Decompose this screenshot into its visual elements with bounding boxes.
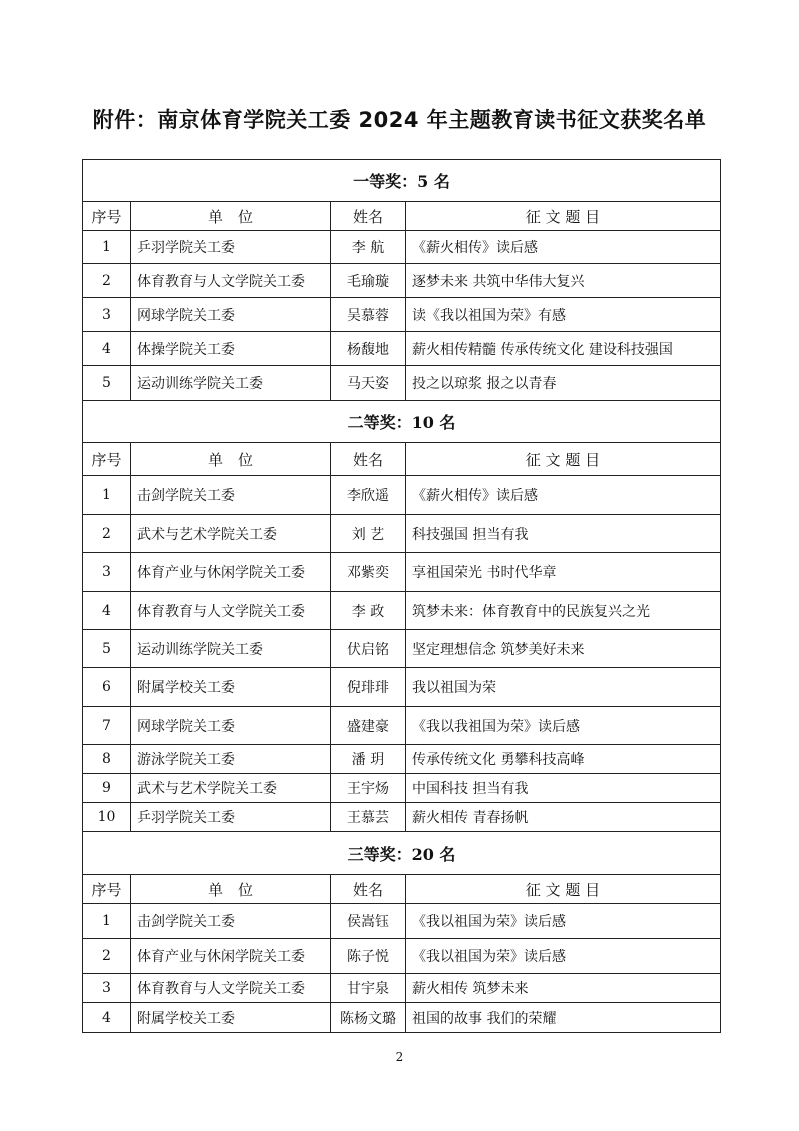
cell-essay-title: 中国科技 担当有我 <box>406 774 721 803</box>
cell-unit: 体育产业与休闲学院关工委 <box>131 553 331 592</box>
header-name: 姓名 <box>331 202 406 231</box>
cell-essay-title: 坚定理想信念 筑梦美好未来 <box>406 630 721 668</box>
cell-unit: 武术与艺术学院关工委 <box>131 515 331 553</box>
page-number: 2 <box>395 1050 404 1064</box>
cell-unit: 游泳学院关工委 <box>131 745 331 774</box>
cell-unit: 武术与艺术学院关工委 <box>131 774 331 803</box>
header-unit: 单 位 <box>131 875 331 904</box>
cell-essay-title: 祖国的故事 我们的荣耀 <box>406 1003 721 1033</box>
cell-name: 杨馥地 <box>331 332 406 366</box>
table-row <box>83 476 721 515</box>
cell-no: 3 <box>83 553 131 592</box>
cell-name: 侯嵩钰 <box>331 904 406 939</box>
cell-no: 3 <box>83 298 131 332</box>
table-row <box>83 231 721 264</box>
cell-unit: 体育教育与人文学院关工委 <box>131 974 331 1003</box>
cell-no: 2 <box>83 939 131 974</box>
header-name: 姓名 <box>331 875 406 904</box>
cell-essay-title: 薪火相传精髓 传承传统文化 建设科技强国 <box>406 332 721 366</box>
cell-no: 9 <box>83 774 131 803</box>
header-no: 序号 <box>83 875 131 904</box>
cell-essay-title: 薪火相传 筑梦未来 <box>406 974 721 1003</box>
cell-no: 3 <box>83 974 131 1003</box>
cell-name: 吴慕蓉 <box>331 298 406 332</box>
cell-no: 1 <box>83 231 131 264</box>
cell-essay-title: 《我以祖国为荣》读后感 <box>406 939 721 974</box>
table-row <box>83 774 721 803</box>
cell-no: 4 <box>83 592 131 630</box>
cell-unit: 体操学院关工委 <box>131 332 331 366</box>
table-row <box>83 298 721 332</box>
cell-name: 陈杨文璐 <box>331 1003 406 1033</box>
table-row <box>83 707 721 745</box>
cell-no: 5 <box>83 366 131 401</box>
cell-essay-title: 逐梦未来 共筑中华伟大复兴 <box>406 264 721 298</box>
header-unit: 单 位 <box>131 202 331 231</box>
header-essay: 征 文 题 目 <box>406 875 721 904</box>
cell-no: 2 <box>83 264 131 298</box>
cell-no: 6 <box>83 668 131 707</box>
table-row <box>83 803 721 832</box>
cell-essay-title: 我以祖国为荣 <box>406 668 721 707</box>
cell-name: 王宇炀 <box>331 774 406 803</box>
header-no: 序号 <box>83 443 131 476</box>
column-header-row <box>83 875 721 904</box>
cell-unit: 附属学校关工委 <box>131 1003 331 1033</box>
section-header-row <box>83 832 721 875</box>
cell-unit: 附属学校关工委 <box>131 668 331 707</box>
cell-essay-title: 《薪火相传》读后感 <box>406 476 721 515</box>
cell-unit: 乒羽学院关工委 <box>131 231 331 264</box>
section-heading-second-prize: 二等奖：10 名 <box>83 401 721 443</box>
awards-table <box>82 159 721 1033</box>
cell-no: 8 <box>83 745 131 774</box>
cell-unit: 运动训练学院关工委 <box>131 366 331 401</box>
cell-unit: 网球学院关工委 <box>131 707 331 745</box>
cell-essay-title: 筑梦未来：体育教育中的民族复兴之光 <box>406 592 721 630</box>
table-row <box>83 264 721 298</box>
table-row <box>83 1003 721 1033</box>
header-no: 序号 <box>83 202 131 231</box>
cell-name: 邓紫奕 <box>331 553 406 592</box>
table-row <box>83 592 721 630</box>
header-name: 姓名 <box>331 443 406 476</box>
cell-essay-title: 《我以我祖国为荣》读后感 <box>406 707 721 745</box>
table-row <box>83 904 721 939</box>
cell-name: 倪琲琲 <box>331 668 406 707</box>
cell-name: 王慕芸 <box>331 803 406 832</box>
cell-name: 陈子悦 <box>331 939 406 974</box>
cell-no: 2 <box>83 515 131 553</box>
cell-name: 潘 玥 <box>331 745 406 774</box>
header-unit: 单 位 <box>131 443 331 476</box>
column-header-row <box>83 202 721 231</box>
cell-no: 4 <box>83 332 131 366</box>
table-row <box>83 630 721 668</box>
table-row <box>83 366 721 401</box>
cell-essay-title: 科技强国 担当有我 <box>406 515 721 553</box>
column-header-row <box>83 443 721 476</box>
cell-name: 盛建豪 <box>331 707 406 745</box>
cell-essay-title: 享祖国荣光 书时代华章 <box>406 553 721 592</box>
table-row <box>83 974 721 1003</box>
cell-unit: 乒羽学院关工委 <box>131 803 331 832</box>
cell-unit: 击剑学院关工委 <box>131 476 331 515</box>
cell-essay-title: 读《我以祖国为荣》有感 <box>406 298 721 332</box>
cell-essay-title: 薪火相传 青春扬帆 <box>406 803 721 832</box>
cell-no: 4 <box>83 1003 131 1033</box>
document-title: 附件：南京体育学院关工委 2024 年主题教育读书征文获奖名单 <box>92 108 707 132</box>
cell-no: 1 <box>83 904 131 939</box>
table-row <box>83 745 721 774</box>
cell-no: 1 <box>83 476 131 515</box>
cell-essay-title: 《薪火相传》读后感 <box>406 231 721 264</box>
cell-no: 10 <box>83 803 131 832</box>
cell-unit: 体育教育与人文学院关工委 <box>131 592 331 630</box>
cell-no: 7 <box>83 707 131 745</box>
cell-essay-title: 传承传统文化 勇攀科技高峰 <box>406 745 721 774</box>
cell-name: 甘宇泉 <box>331 974 406 1003</box>
section-heading-first-prize: 一等奖：5 名 <box>83 160 721 202</box>
cell-essay-title: 投之以琼浆 报之以青春 <box>406 366 721 401</box>
cell-no: 5 <box>83 630 131 668</box>
section-header-row <box>83 160 721 202</box>
section-heading-third-prize: 三等奖：20 名 <box>83 832 721 875</box>
cell-name: 伏启铭 <box>331 630 406 668</box>
section-header-row <box>83 401 721 443</box>
cell-unit: 击剑学院关工委 <box>131 904 331 939</box>
cell-unit: 体育教育与人文学院关工委 <box>131 264 331 298</box>
header-essay: 征 文 题 目 <box>406 443 721 476</box>
cell-name: 刘 艺 <box>331 515 406 553</box>
cell-name: 李欣遥 <box>331 476 406 515</box>
cell-unit: 体育产业与休闲学院关工委 <box>131 939 331 974</box>
header-essay: 征 文 题 目 <box>406 202 721 231</box>
cell-unit: 网球学院关工委 <box>131 298 331 332</box>
cell-name: 李 政 <box>331 592 406 630</box>
table-row <box>83 332 721 366</box>
cell-essay-title: 《我以祖国为荣》读后感 <box>406 904 721 939</box>
cell-unit: 运动训练学院关工委 <box>131 630 331 668</box>
cell-name: 李 航 <box>331 231 406 264</box>
cell-name: 马天姿 <box>331 366 406 401</box>
table-row <box>83 553 721 592</box>
table-row <box>83 515 721 553</box>
table-row <box>83 668 721 707</box>
table-row <box>83 939 721 974</box>
cell-name: 毛瑜璇 <box>331 264 406 298</box>
